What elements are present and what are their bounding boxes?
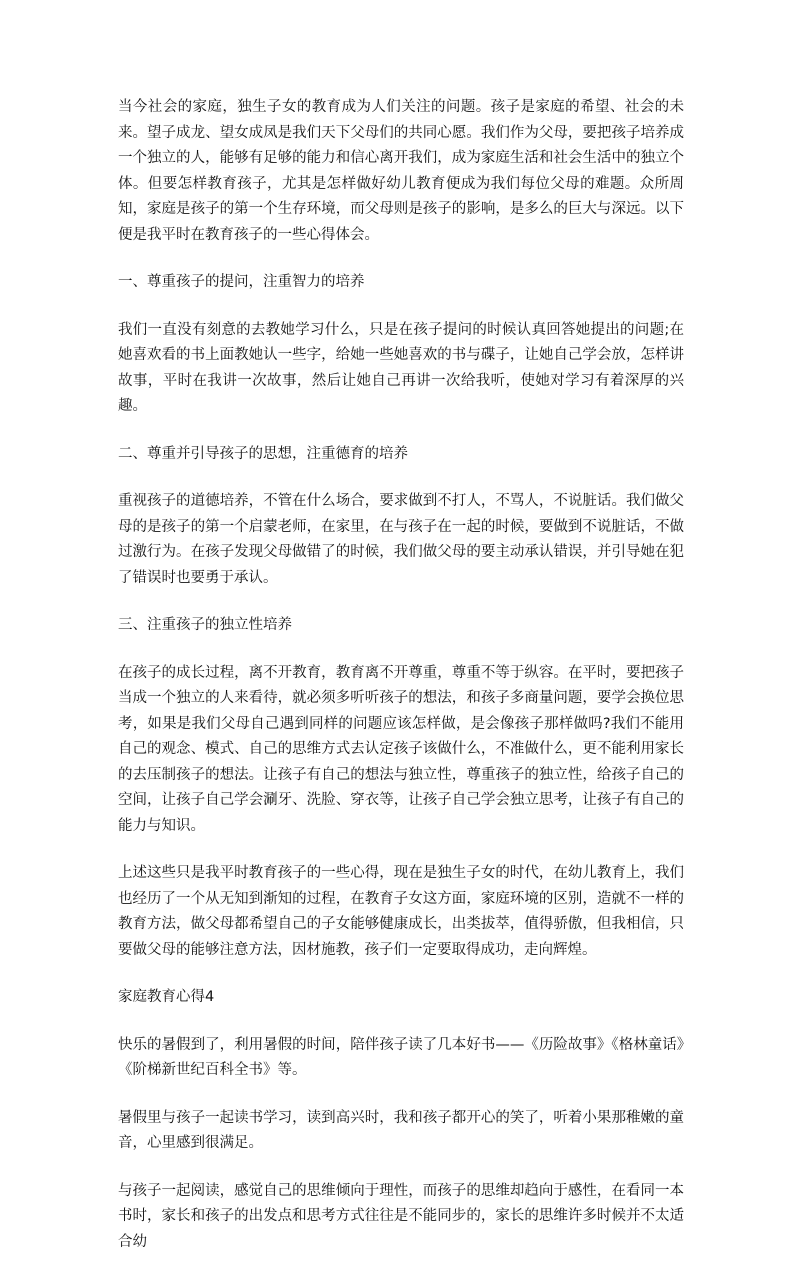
article-4-paragraph-2: 暑假里与孩子一起读书学习，读到高兴时，我和孩子都开心的笑了，听着小果那稚嫩的童音，心里感到很满足。 bbox=[118, 1109, 684, 1151]
section-heading-3: 三、注重孩子的独立性培养 bbox=[118, 617, 292, 633]
section-2-paragraph: 重视孩子的道德培养，不管在什么场合，要求做到不打人，不骂人，不说脏话。我们做父母的是孩子的第一个启蒙老师，在家里，在与孩子在一起的时候，要做到不说脏话，不做过激行为。在孩子发现父母做错了的时候，我们做父母的要主动承认错误，并引导她在犯了错误时也要勇于承认。 bbox=[118, 493, 684, 586]
section-heading-1: 一、尊重孩子的提问，注重智力的培养 bbox=[118, 274, 365, 290]
summary-paragraph: 上述这些只是我平时教育孩子的一些心得，现在是独生子女的时代，在幼儿教育上，我们也经历了一个从无知到渐知的过程，在教育子女这方面，家庭环境的区别，造就不一样的教育方法，做父母都希望自己的子女能够健康成长，出类拔萃，值得骄傲，但我相信，只要做父母的能够注意方法，因材施教，孩子们一定要取得成功，走向辉煌。 bbox=[118, 865, 684, 958]
article-4-paragraph-1: 快乐的暑假到了，利用暑假的时间，陪伴孩子读了几本好书——《历险故事》《格林童话》《阶梯新世纪百科全书》等。 bbox=[118, 1036, 684, 1078]
document-page bbox=[118, 95, 684, 1277]
article-4-paragraph-3: 与孩子一起阅读，感觉自己的思维倾向于理性，而孩子的思维却趋向于感性，在看同一本书时，家长和孩子的出发点和思考方式往往是不能同步的，家长的思维许多时候并不太适合幼 bbox=[118, 1182, 684, 1250]
intro-paragraph: 当今社会的家庭，独生子女的教育成为人们关注的问题。孩子是家庭的希望、社会的未来。望子成龙、望女成凤是我们天下父母们的共同心愿。我们作为父母，要把孩子培养成一个独立的人，能够有足够的能力和信心离开我们，成为家庭生活和社会生活中的独立个体。但要怎样教育孩子，尤其是怎样做好幼儿教育便成为我们每位父母的难题。众所周知，家庭是孩子的第一个生存环境，而父母则是孩子的影响，是多么的巨大与深远。以下便是我平时在教育孩子的一些心得体会。 bbox=[118, 99, 684, 243]
section-1-paragraph: 我们一直没有刻意的去教她学习什么，只是在孩子提问的时候认真回答她提出的问题;在她喜欢看的书上面教她认一些字，给她一些她喜欢的书与碟子，让她自己学会放，怎样讲故事，平时在我讲一次故事，然后让她自己再讲一次给我听，使她对学习有着深厚的兴趣。 bbox=[118, 321, 684, 414]
section-heading-2: 二、尊重并引导孩子的思想，注重德育的培养 bbox=[118, 445, 408, 462]
article-4-title: 家庭教育心得4 bbox=[118, 989, 215, 1005]
section-3-paragraph: 在孩子的成长过程，离不开教育，教育离不开尊重，尊重不等于纵容。在平时，要把孩子当成一个独立的人来看待，就必须多听听孩子的想法，和孩子多商量问题，要学会换位思考，如果是我们父母自己遇到同样的问题应该怎样做，是会像孩子那样做吗?我们不能用自己的观念、模式、自己的思维方式去认定孩子该做什么，不准做什么，更不能利用家长的去压制孩子的想法。让孩子有自己的想法与独立性，尊重孩子的独立性，给孩子自己的空间，让孩子自己学会涮牙、洗脸、穿衣等，让孩子自己学会独立思考，让孩子有自己的能力与知识。 bbox=[118, 664, 684, 834]
